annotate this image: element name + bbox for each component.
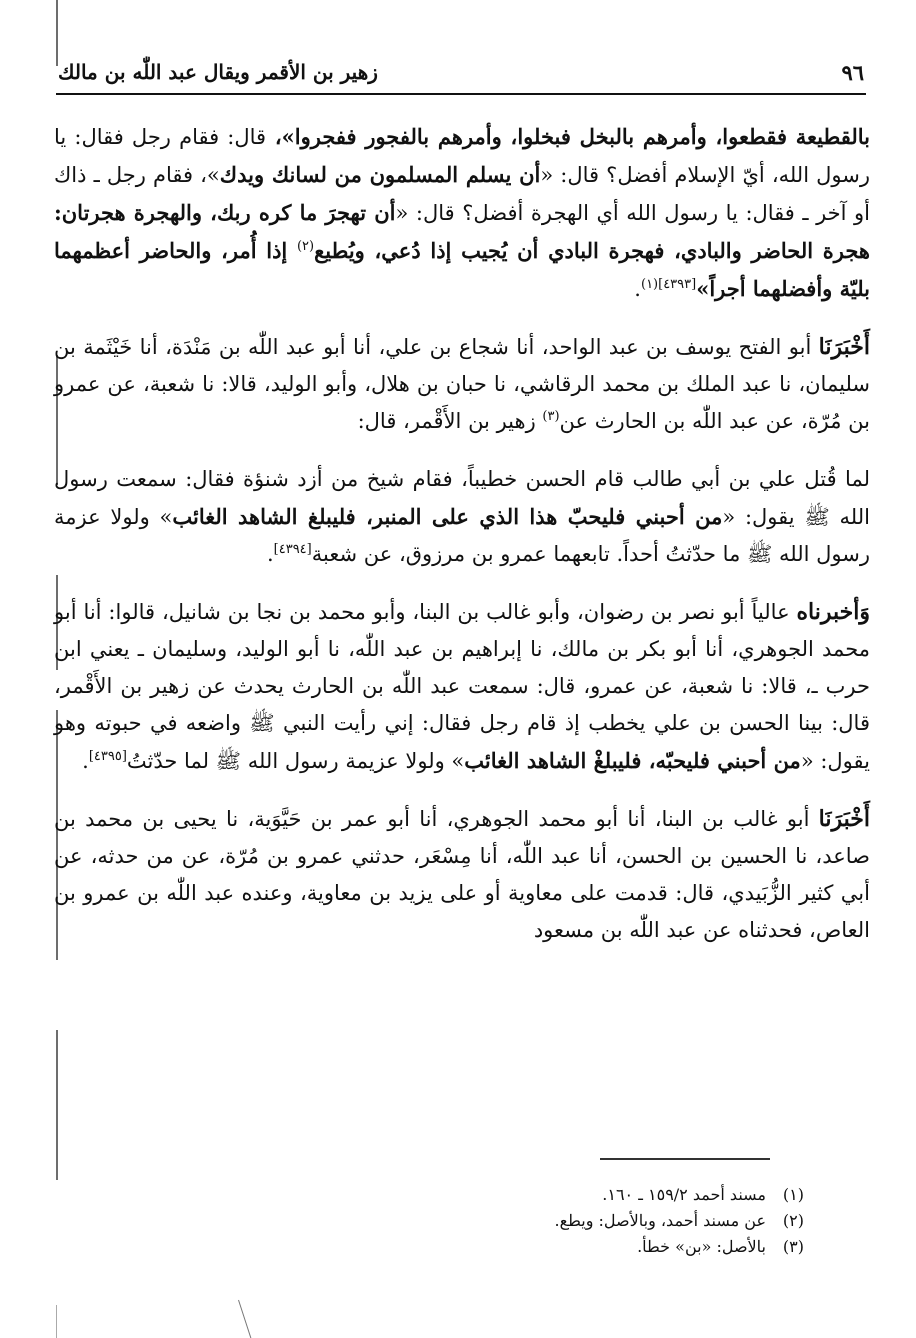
footnote-ref: (٣)	[542, 409, 560, 424]
text-run: زهير بن الأَقْمر، قال:	[357, 409, 543, 433]
text-run: أبو غالب بن البنا، أنا أبو محمد الجوهري، أنا أبو عمر بن حَيَّوَية، نا يحيى بن محمد بن صاعد، نا الحسين بن الحسن، أنا عبد اللّٰه، أنا مِسْعَر، حدثني عمرو بن مُرّة، عن من حدثه، عن أبي كثير الزُّبَيدي، قال: قدمت على معاوية أو على يزيد بن معاوية، وعنده عبد اللّٰه بن عمرو بن العاص، فحدثناه عن عبد اللّٰه بن مسعود	[54, 807, 870, 942]
footnote-number: (١)	[782, 1185, 804, 1204]
footnote-item	[555, 1208, 804, 1234]
paragraph-5	[54, 801, 870, 949]
hadith-number-ref: [٤٣٩٤]	[273, 542, 312, 557]
footnote-number: (٢)	[782, 1211, 804, 1230]
paragraph-2	[54, 329, 870, 440]
footnote-text: بالأصل: «بن» خطأ.	[637, 1237, 766, 1256]
footnote-item	[555, 1182, 804, 1208]
scan-stray-mark	[238, 1300, 251, 1338]
isnad-keyword: أَخْبَرَنَا	[818, 806, 870, 832]
hadith-quote: إذا أُمر، والحاضر أعظمهما بليّة وأفضلهما أجراً»	[54, 238, 870, 301]
text-run: بالقطيعة فقطعوا، وأمرهم بالبخل فبخلوا، وأمرهم بالفجور ففجروا»،	[266, 124, 871, 149]
footnote-text: عن مسند أحمد، وبالأصل: ويطع.	[554, 1211, 766, 1230]
paragraph-1	[54, 118, 870, 308]
footnote-ref: (٢)	[296, 239, 315, 254]
footnote-number: (٣)	[782, 1237, 804, 1256]
isnad-keyword: أَخْبَرَنَا	[818, 334, 870, 360]
footnotes	[555, 1182, 804, 1260]
text-run: .	[634, 277, 641, 301]
paragraph-3	[54, 461, 870, 573]
text-run: » ولولا عزيمة رسول الله ﷺ لما حدّثتُ	[126, 749, 465, 773]
scan-binding-line	[56, 1030, 58, 1180]
hadith-quote: أن يسلم المسلمون من لسانك ويدك	[219, 162, 541, 187]
text-run: »، فقام رجل ـ ذاك أو آخر ـ فقال: يا رسول الله أي الهجرة أفضل؟ قال: «	[54, 163, 870, 225]
running-title: زهير بن الأقمر ويقال عبد اللّٰه بن مالك	[58, 60, 378, 84]
text-run: » ولولا عزمة رسول الله ﷺ ما حدّثتُ أحداً. تابعهما عمرو بن مرزوق، عن شعبة	[54, 505, 870, 566]
main-text	[54, 118, 870, 970]
hadith-quote: من أحبني فليحبّ هذا الذي على المنبر، فليبلغ الشاهد الغائب	[172, 504, 723, 529]
text-run: .	[266, 542, 274, 566]
text-run: قال: فقام رجل فقال: يا رسول الله، أيّ الإسلام أفضل؟ قال: «	[54, 125, 870, 187]
header-rule	[56, 93, 866, 95]
hadith-quote: من أحبني فليحبّه، فليبلغْ الشاهد الغائب	[464, 748, 801, 773]
footnote-separator	[600, 1158, 770, 1160]
page-number: ٩٦	[841, 59, 864, 85]
hadith-number-ref: [٤٣٩٣](١)	[640, 277, 697, 292]
paragraph-4	[54, 594, 870, 780]
text-run: .	[82, 749, 89, 773]
footnote-item	[555, 1234, 804, 1260]
isnad-keyword: وَأخبرناه	[796, 599, 870, 625]
text-run: أبو الفتح يوسف بن عبد الواحد، أنا شجاع بن علي، أنا أبو عبد اللّٰه بن مَنْدَة، أنا خَيْثَمة بن سليمان، نا عبد الملك بن محمد الرقاشي، نا حبان بن هلال، وأبو الوليد، قالا: نا شعبة، عن عمرو بن مُرّة، عن عبد اللّٰه بن الحارث عن	[54, 335, 870, 433]
hadith-quote: أن تهجرَ ما كره ربك، والهجرة هجرتان: هجرة الحاضر والبادي، فهجرة البادي أن يُجيب إذا دُعي، ويُطيع	[54, 200, 870, 263]
footnote-text: مسند أحمد ١٥٩/٢ ـ ١٦٠.	[602, 1185, 766, 1204]
text-run: لما قُتل علي بن أبي طالب قام الحسن خطيباً، فقام شيخ من أزد شنؤة فقال: سمعت رسول الله ﷺ يقول: «	[54, 467, 870, 529]
scan-binding-line	[56, 1305, 57, 1338]
page-header	[58, 52, 864, 92]
hadith-number-ref: [٤٣٩٥]	[88, 749, 127, 764]
text-run: عالياً أبو نصر بن رضوان، وأبو غالب بن البنا، وأبو محمد بن نجا بن شانيل، قالوا: أنا أبو محمد الجوهري، أنا أبو بكر بن مالك، نا إبراهيم بن عبد اللّٰه، نا أبو الوليد، وسليمان ـ يعني ابن حرب ـ، قالا: نا شعبة، عن عمرو، قال: سمعت عبد اللّٰه بن الحارث يحدث عن زهير بن الأَقْمر، قال: بينا الحسن بن علي يخطب إذ قام رجل فقال: إني رأيت النبي ﷺ واضعه في حبوته وهو يقول: «	[54, 600, 870, 773]
